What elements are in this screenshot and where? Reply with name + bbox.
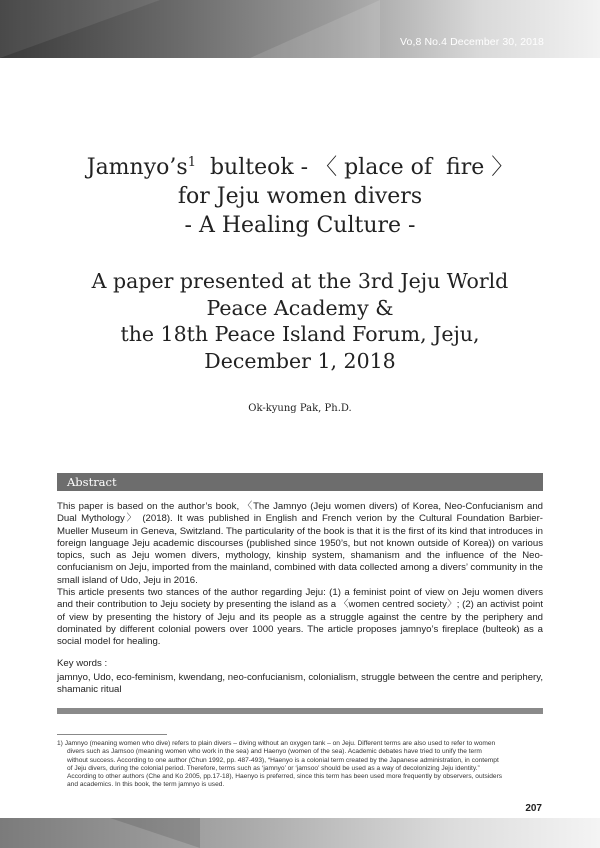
footnote-divider	[57, 734, 167, 735]
header-band	[0, 0, 600, 58]
subtitle-line-3: the 18th Peace Island Forum, Jeju,	[120, 322, 480, 346]
title-line-2: for Jeju women divers	[177, 184, 423, 209]
title-line-1	[0, 148, 600, 182]
header-decoration	[0, 0, 160, 58]
footnote-line: and academics. In this book, the term jamnyo is used.	[67, 781, 225, 789]
abstract-heading: Abstract	[57, 473, 543, 491]
subtitle-line-1: A paper presented at the 3rd Jeju World	[91, 269, 509, 293]
footnote-line: of Jeju divers, during the colonial period. Therefore, terms such as ‘jamnyo’ or ‘jamsoo’ should be used as a way of decolonizing Jeju identity.”	[67, 764, 480, 772]
footer-band	[0, 818, 600, 848]
subtitle-line-2: Peace Academy &	[206, 295, 394, 320]
footnote-line: divers such as Jamsoo (meaning women who work in the sea) and Haenyo (women of the sea). Academic debates have tried to unify the term	[67, 748, 482, 756]
abstract-paragraph-1: This paper is based on the author’s book, 〈The Jamnyo (Jeju women divers) of Korea, Neo-Confucianism and Dual Mythology〉 (2018). It was published in English and French verion by the Cultural Foundation Barbier-Mueller Museum in Geneva, Switzland. The particularity of the book is that it is the first of its kind that introduces in foreign language Jeju academic discourses (published since 1950’s, but not known outside of Korea)) on various topics, such as Jeju women divers, mythology, kinship system, shamanism and the influence of the Neo-confucianism on Jeju, imported from the mainland, combined with data collected among a divers’ community in the small island of Udo, Jeju in 2016.	[57, 501, 543, 586]
title-line-1-a: Jamnyo’s	[86, 155, 188, 180]
title-line-3: - A Healing Culture -	[184, 213, 416, 238]
footnote-ref: 1	[187, 155, 196, 170]
section-divider	[57, 708, 543, 714]
abstract-paragraph-2: This article presents two stances of the author regarding Jeju: (1) a feminist point of view on Jeju women divers and their contribution to Jeju society by presenting the island as a 〈women centred society〉; (2) an activist point of view by presenting the history of Jeju and its people as a struggle against the centre by the periphery and dominated by different colonial powers over 1000 years. The article proposes jamnyo’s fireplace (bulteok) as a social model for healing.	[57, 587, 543, 648]
footer-decoration	[110, 818, 200, 848]
footnote-line: without success. According to one author (Chun 1992, pp. 487-493), “Haenyo is a colonial term created by the Japanese administration, in contempt	[67, 756, 499, 764]
keywords-label: Key words :	[57, 658, 108, 669]
footnote-line: According to other authors (Che and Ko 2005, pp.17-18), Haenyo is preferred, since this term has been used more frequently by observers, outsiders	[67, 773, 503, 781]
footnote-line: 1) Jamnyo (meaning women who dive) refers to plain divers – diving without an oxygen tank – on Jeju. Different terms are also used to refer to women	[57, 740, 496, 747]
issue-info: Vo,8 No.4 December 30, 2018	[400, 36, 544, 48]
abstract-body	[57, 501, 543, 649]
footnote	[57, 740, 543, 790]
header-decoration	[250, 0, 380, 58]
keywords-text: jamnyo, Udo, eco-feminism, kwendang, neo-confucianism, colonialism, struggle between the centre and periphery, shamanic ritual	[57, 672, 543, 696]
subtitle-line-4: December 1, 2018	[204, 348, 396, 373]
paper-title	[0, 148, 600, 240]
paper-subtitle	[0, 268, 600, 374]
title-line-1-b: bulteok - 〈 place of fire 〉	[195, 155, 514, 180]
page-number: 207	[525, 803, 542, 814]
author-name: Ok-kyung Pak, Ph.D.	[248, 403, 352, 414]
